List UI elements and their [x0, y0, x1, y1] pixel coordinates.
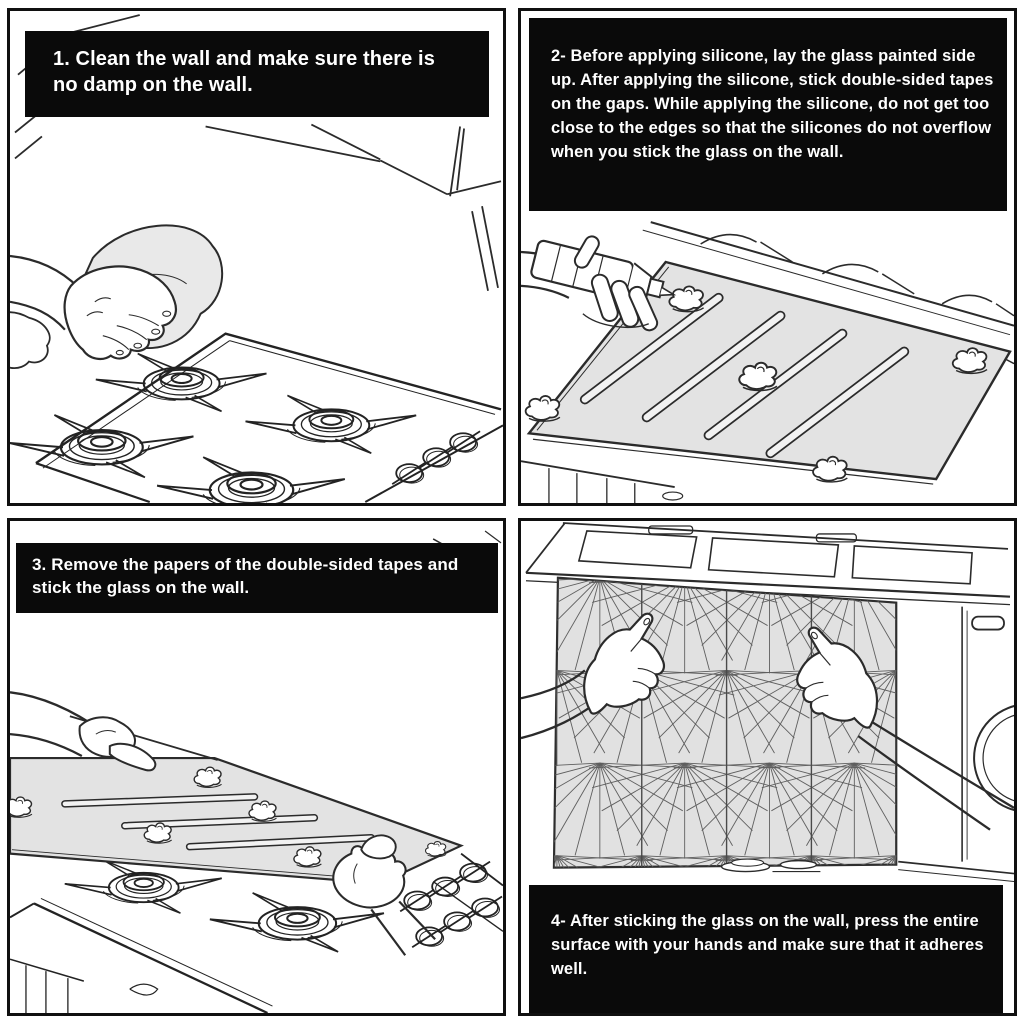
- step-1-caption: [25, 31, 489, 117]
- step-2-caption-text: 2- Before applying silicone, lay the glass painted side up. After applying the silicone, stick double-sided tapes on the gaps. While applying the silicone, do not get too close to the edges so that the silicones do not overflow when you stick the glass on the wall.: [551, 47, 994, 161]
- step-panel-2: [518, 8, 1017, 506]
- step-panel-3: [7, 518, 506, 1016]
- step-1-caption-text: 1. Clean the wall and make sure there is no damp on the wall.: [53, 48, 435, 97]
- step-panel-4: [518, 518, 1017, 1016]
- step-panel-1: [7, 8, 506, 506]
- cooktop-sketch: [10, 334, 503, 503]
- hand-with-cloth: [10, 225, 222, 368]
- step-3-caption: [16, 543, 498, 613]
- kitchen-right-sketch: [898, 607, 1014, 882]
- step-4-caption: [529, 885, 1003, 1013]
- silicone-bottle-hand: [521, 234, 679, 333]
- step-4-caption-text: 4- After sticking the glass on the wall, press the entire surface with your hands and make sure that it adheres well.: [551, 912, 984, 978]
- step-3-caption-text: 3. Remove the papers of the double-sided tapes and stick the glass on the wall.: [32, 555, 459, 597]
- step-2-caption: [529, 18, 1007, 211]
